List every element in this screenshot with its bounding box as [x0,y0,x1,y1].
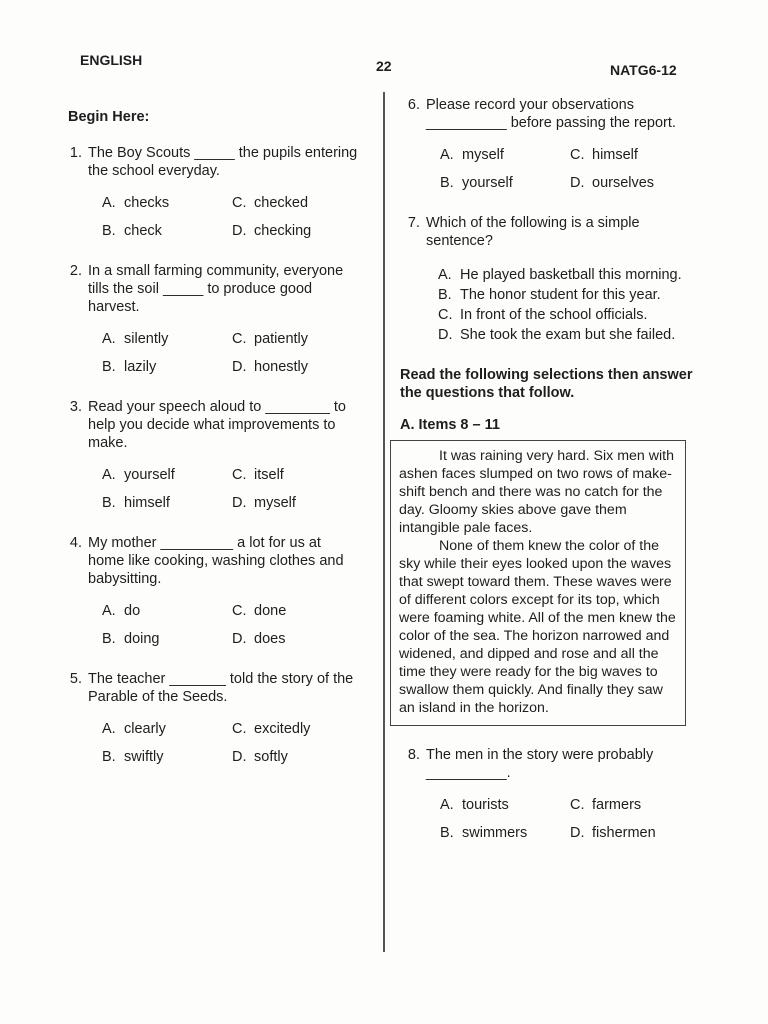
question-text: In a small farming community, everyone tills the soil _____ to produce good harvest. [88,263,344,315]
question-3 [60,398,360,512]
option-b[interactable]: B. doing [102,631,160,647]
option-c[interactable]: C. farmers [570,797,642,813]
answer-blank: _______ [169,671,226,687]
option-grid [102,720,360,766]
option-b[interactable]: B. The honor student for this year. [438,287,661,303]
option-c[interactable]: C. done [232,603,287,619]
option-b[interactable]: B. lazily [102,359,157,375]
page-number: 22 [376,58,392,74]
question-2 [60,262,360,376]
option-a[interactable]: A. do [102,603,141,619]
question-text: Please record your observations __________ before passing the report. [426,97,676,131]
option-grid [102,602,360,648]
question-text: My mother _________ a lot for us at home like cooking, washing clothes and babysitting. [88,535,344,587]
section-title: A. Items 8 – 11 [400,417,500,433]
question-5 [60,670,360,766]
option-d[interactable]: D. honestly [232,359,309,375]
option-d[interactable]: D. She took the exam but she failed. [438,327,676,343]
column-divider [383,92,385,952]
answer-blank: _____ [194,145,235,161]
option-b[interactable]: B. swimmers [440,825,528,841]
option-d[interactable]: D. myself [232,495,296,511]
option-d[interactable]: D. checking [232,223,312,239]
question-number: 4. [69,535,82,551]
instruction-text: Read the following selections then answer the questions that follow. [400,367,693,401]
passage-paragraph-2: None of them knew the color of the sky while their eyes looked upon the waves that swept toward them. These waves were of different colors except for its top, which were foaming white. All of the men knew the color of the sea. The horizon narrowed and widened, and dipped and rose and all the time they were ready for the big waves to swallow them quickly. And finally they saw an island in the horizon. [399,538,676,716]
passage-paragraph-1: It was raining very hard. Six men with ashen faces slumped on two rows of make-shift bench and there was no catch for the day. Gloomy skies above gave them intangible pale faces. [399,448,674,536]
option-b[interactable]: B. yourself [440,175,513,191]
question-number: 5. [69,671,82,687]
option-grid [102,194,360,240]
option-grid [440,796,698,842]
option-c[interactable]: C. himself [570,147,638,163]
option-c[interactable]: C. In front of the school officials. [438,307,648,323]
question-number: 3. [69,399,82,415]
right-column [398,96,698,864]
answer-blank: __________. [426,765,511,781]
test-code: NATG6-12 [610,62,677,78]
answer-blank: _____ [162,281,204,297]
question-text: Read your speech aloud to ________ to help you decide what improvements to make. [88,399,346,451]
option-a[interactable]: A. He played basketball this morning. [438,267,682,283]
option-b[interactable]: B. swiftly [102,749,164,765]
option-a[interactable]: A. checks [102,195,170,211]
question-6 [398,96,698,192]
option-grid [102,466,360,512]
option-list [438,266,698,344]
option-b[interactable]: B. himself [102,495,170,511]
option-a[interactable]: A. clearly [102,721,166,737]
question-number: 8. [407,747,420,763]
option-a[interactable]: A. silently [102,331,169,347]
option-d[interactable]: D. does [232,631,286,647]
question-7 [398,214,698,344]
question-number: 7. [407,215,420,231]
question-number: 2. [69,263,82,279]
option-a[interactable]: A. myself [440,147,504,163]
question-number: 6. [407,97,420,113]
question-4 [60,534,360,648]
question-number: 1. [69,145,82,161]
question-text: The teacher _______ told the story of the Parable of the Seeds. [88,671,354,705]
option-c[interactable]: C. patiently [232,331,309,347]
subject-label: ENGLISH [80,52,143,68]
option-d[interactable]: D. fishermen [570,825,656,841]
option-c[interactable]: C. excitedly [232,721,311,737]
answer-blank: _________ [160,535,234,551]
option-grid [102,330,360,376]
begin-label: Begin Here: [68,109,150,125]
question-text: The men in the story were probably __________. [426,747,654,781]
question-8 [398,746,698,842]
question-text: Which of the following is a simple sentence? [426,215,640,249]
option-c[interactable]: C. checked [232,195,309,211]
answer-blank: ________ [265,399,330,415]
option-b[interactable]: B. check [102,223,162,239]
question-text: The Boy Scouts _____ the pupils entering the school everyday. [88,145,358,179]
reading-passage [390,440,686,726]
option-grid [440,146,698,192]
question-1 [60,144,360,240]
left-question-list [60,144,360,766]
answer-blank: __________ [426,115,507,131]
option-d[interactable]: D. softly [232,749,288,765]
option-a[interactable]: A. tourists [440,797,509,813]
option-d[interactable]: D. ourselves [570,175,655,191]
left-column [60,108,360,788]
option-c[interactable]: C. itself [232,467,284,483]
option-a[interactable]: A. yourself [102,467,175,483]
